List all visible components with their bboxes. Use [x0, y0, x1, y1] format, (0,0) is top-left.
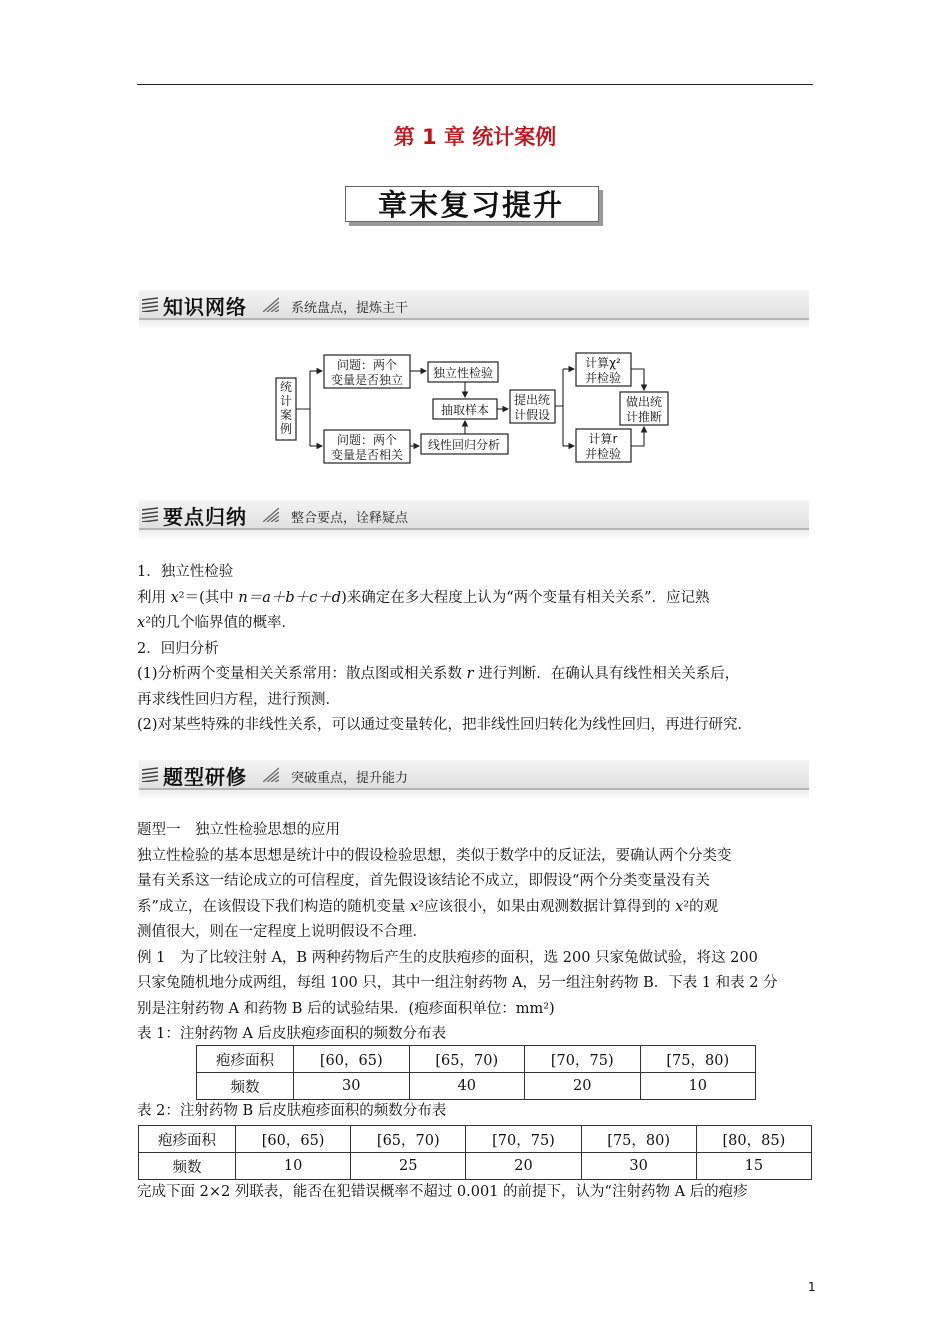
- kp-item2-line2: 再求线性回归方程，进行预测．: [137, 691, 340, 708]
- table2-caption: 表 2：注射药物 B 后皮肤疱疹面积的频数分布表: [137, 1103, 447, 1119]
- table-header-cell: 频数: [197, 1073, 294, 1100]
- diagram-root-4: 例: [279, 422, 293, 436]
- diagram-regression: 线性回归分析: [427, 438, 501, 452]
- last-line-wrap: [137, 1180, 817, 1206]
- table-cell: [65，70): [351, 1126, 466, 1153]
- type1-title: 题型一 独立性检验思想的应用: [137, 822, 340, 838]
- table-cell: 30: [294, 1073, 410, 1100]
- section-label: 要点归纳: [163, 505, 247, 529]
- kp-item1-line2: x²的几个临界值的概率．: [137, 615, 296, 631]
- table-cell: [75，80): [640, 1046, 756, 1073]
- table-cell: [75，80): [581, 1126, 696, 1153]
- diagram-q2-line2: 变量是否相关: [330, 448, 404, 462]
- diagram-hypothesis-2: 计假设: [513, 408, 551, 422]
- table-cell: [65，70): [409, 1046, 525, 1073]
- example-line: 别是注射药物 A 和药物 B 后的试验结果．(疱疹面积单位：mm²): [137, 1000, 555, 1017]
- table-row: [139, 1153, 812, 1180]
- example-line: 只家兔随机地分成两组，每组 100 只，其中一组注射药物 A，另一组注射药物 B．下表 1 和表 2 分: [137, 975, 778, 991]
- subtitle-box: [345, 180, 603, 226]
- diagram-calc-r-2: 并检验: [584, 447, 622, 461]
- banner-keypoints: [139, 500, 809, 540]
- table-cell: [60，65): [294, 1046, 410, 1073]
- diagram-calc-chi-2: 并检验: [584, 371, 622, 385]
- diagram-q1-line1: 问题：两个: [336, 358, 398, 372]
- diagram-q1-line2: 变量是否独立: [330, 373, 404, 387]
- page-number: 1: [808, 1280, 816, 1294]
- table-cell: 20: [525, 1073, 641, 1100]
- kp-item1-title: 1．独立性检验: [137, 564, 234, 580]
- subtitle: 章末复习提升: [377, 188, 564, 222]
- table-cell: [60，65): [236, 1126, 351, 1153]
- table-row: [197, 1073, 756, 1100]
- diagram-indep-test: 独立性检验: [432, 366, 494, 380]
- diagram-q2-line1: 问题：两个: [336, 433, 398, 447]
- diagram-root-2: 计: [279, 394, 293, 408]
- keypoints-body: [137, 560, 817, 739]
- table1-caption: 表 1：注射药物 A 后皮肤疱疹面积的频数分布表: [137, 1026, 447, 1042]
- table-header-cell: 频数: [139, 1153, 236, 1180]
- table-cell: 10: [640, 1073, 756, 1100]
- chapter-title: 第 1 章 统计案例: [393, 125, 557, 149]
- diagram-calc-chi-1: 计算χ²: [585, 356, 621, 370]
- kp-item2-line1: (1)分析两个变量相关关系常用：散点图或相关系数 r 进行判断．在确认具有线性相关关系后，: [137, 666, 740, 682]
- diagram-calc-r-1: 计算r: [588, 432, 618, 446]
- table-cell: [70，75): [525, 1046, 641, 1073]
- diagram-hypothesis-1: 提出统: [513, 393, 551, 407]
- section-sub: 系统盘点，提炼主干: [291, 301, 409, 316]
- diagram-root-3: 案: [279, 408, 293, 422]
- table-cell: [70，75): [466, 1126, 581, 1153]
- diagram-inference-1: 做出统: [625, 395, 663, 409]
- section-sub: 整合要点，诠释疑点: [291, 511, 409, 526]
- stripe-icon: [142, 766, 158, 782]
- stripe-icon: [263, 766, 279, 782]
- stripe-icon: [263, 506, 279, 522]
- diagram-sample: 抽取样本: [440, 403, 490, 417]
- table-cell: 30: [581, 1153, 696, 1180]
- table-cell: [80，85): [696, 1126, 811, 1153]
- table-header-cell: 疱疹面积: [139, 1126, 236, 1153]
- section-label: 题型研修: [163, 765, 247, 789]
- diagram-root-1: 统: [279, 380, 293, 394]
- problems-body: [137, 818, 817, 1048]
- diagram-inference-2: 计推断: [625, 410, 663, 424]
- kp-item2-title: 2．回归分析: [137, 640, 219, 657]
- banner-knowledge: [139, 290, 809, 330]
- table-cell: 15: [696, 1153, 811, 1180]
- section-label: 知识网络: [163, 295, 247, 319]
- stripe-icon: [263, 296, 279, 312]
- banner-problems: [139, 760, 809, 800]
- stripe-icon: [142, 506, 158, 522]
- kp-item1-line1: 利用 x²＝(其中 n＝a＋b＋c＋d)来确定在多大程度上认为“两个变量有相关关系”．应记熟: [137, 589, 710, 606]
- top-rule: [137, 84, 813, 85]
- table1: [196, 1045, 756, 1100]
- table2-caption-wrap: [137, 1099, 817, 1125]
- table-cell: 10: [236, 1153, 351, 1180]
- para-line: 测值很大，则在一定程度上说明假设不合理．: [137, 924, 427, 940]
- table-row: [197, 1046, 756, 1073]
- last-line: 完成下面 2×2 列联表，能否在犯错误概率不超过 0.001 的前提下，认为“注射药物 A 后的疱疹: [137, 1184, 748, 1200]
- para-line: 量有关系这一结论成立的可信程度，首先假设该结论不成立，即假设“两个分类变量没有关: [137, 873, 710, 889]
- table-header-cell: 疱疹面积: [197, 1046, 294, 1073]
- table-cell: 40: [409, 1073, 525, 1100]
- stripe-icon: [142, 296, 158, 312]
- para-line: 独立性检验的基本思想是统计中的假设检验思想，类似于数学中的反证法，要确认两个分类变: [137, 847, 732, 864]
- table2: [138, 1125, 812, 1180]
- kp-item2-line3: (2)对某些特殊的非线性关系，可以通过变量转化，把非线性回归转化为线性回归，再进行研究．: [137, 717, 753, 733]
- para-line: 系”成立，在该假设下我们构造的随机变量 x²应该很小，如果由观测数据计算得到的 x²的观: [137, 898, 719, 915]
- example-line: 例 1 为了比较注射 A，B 两种药物后产生的皮肤疱疹的面积，选 200 只家兔做试验，将这 200: [137, 949, 758, 966]
- section-sub: 突破重点，提升能力: [291, 771, 409, 786]
- table-cell: 25: [351, 1153, 466, 1180]
- table-cell: 20: [466, 1153, 581, 1180]
- table-row: [139, 1126, 812, 1153]
- knowledge-network-diagram: [270, 348, 680, 468]
